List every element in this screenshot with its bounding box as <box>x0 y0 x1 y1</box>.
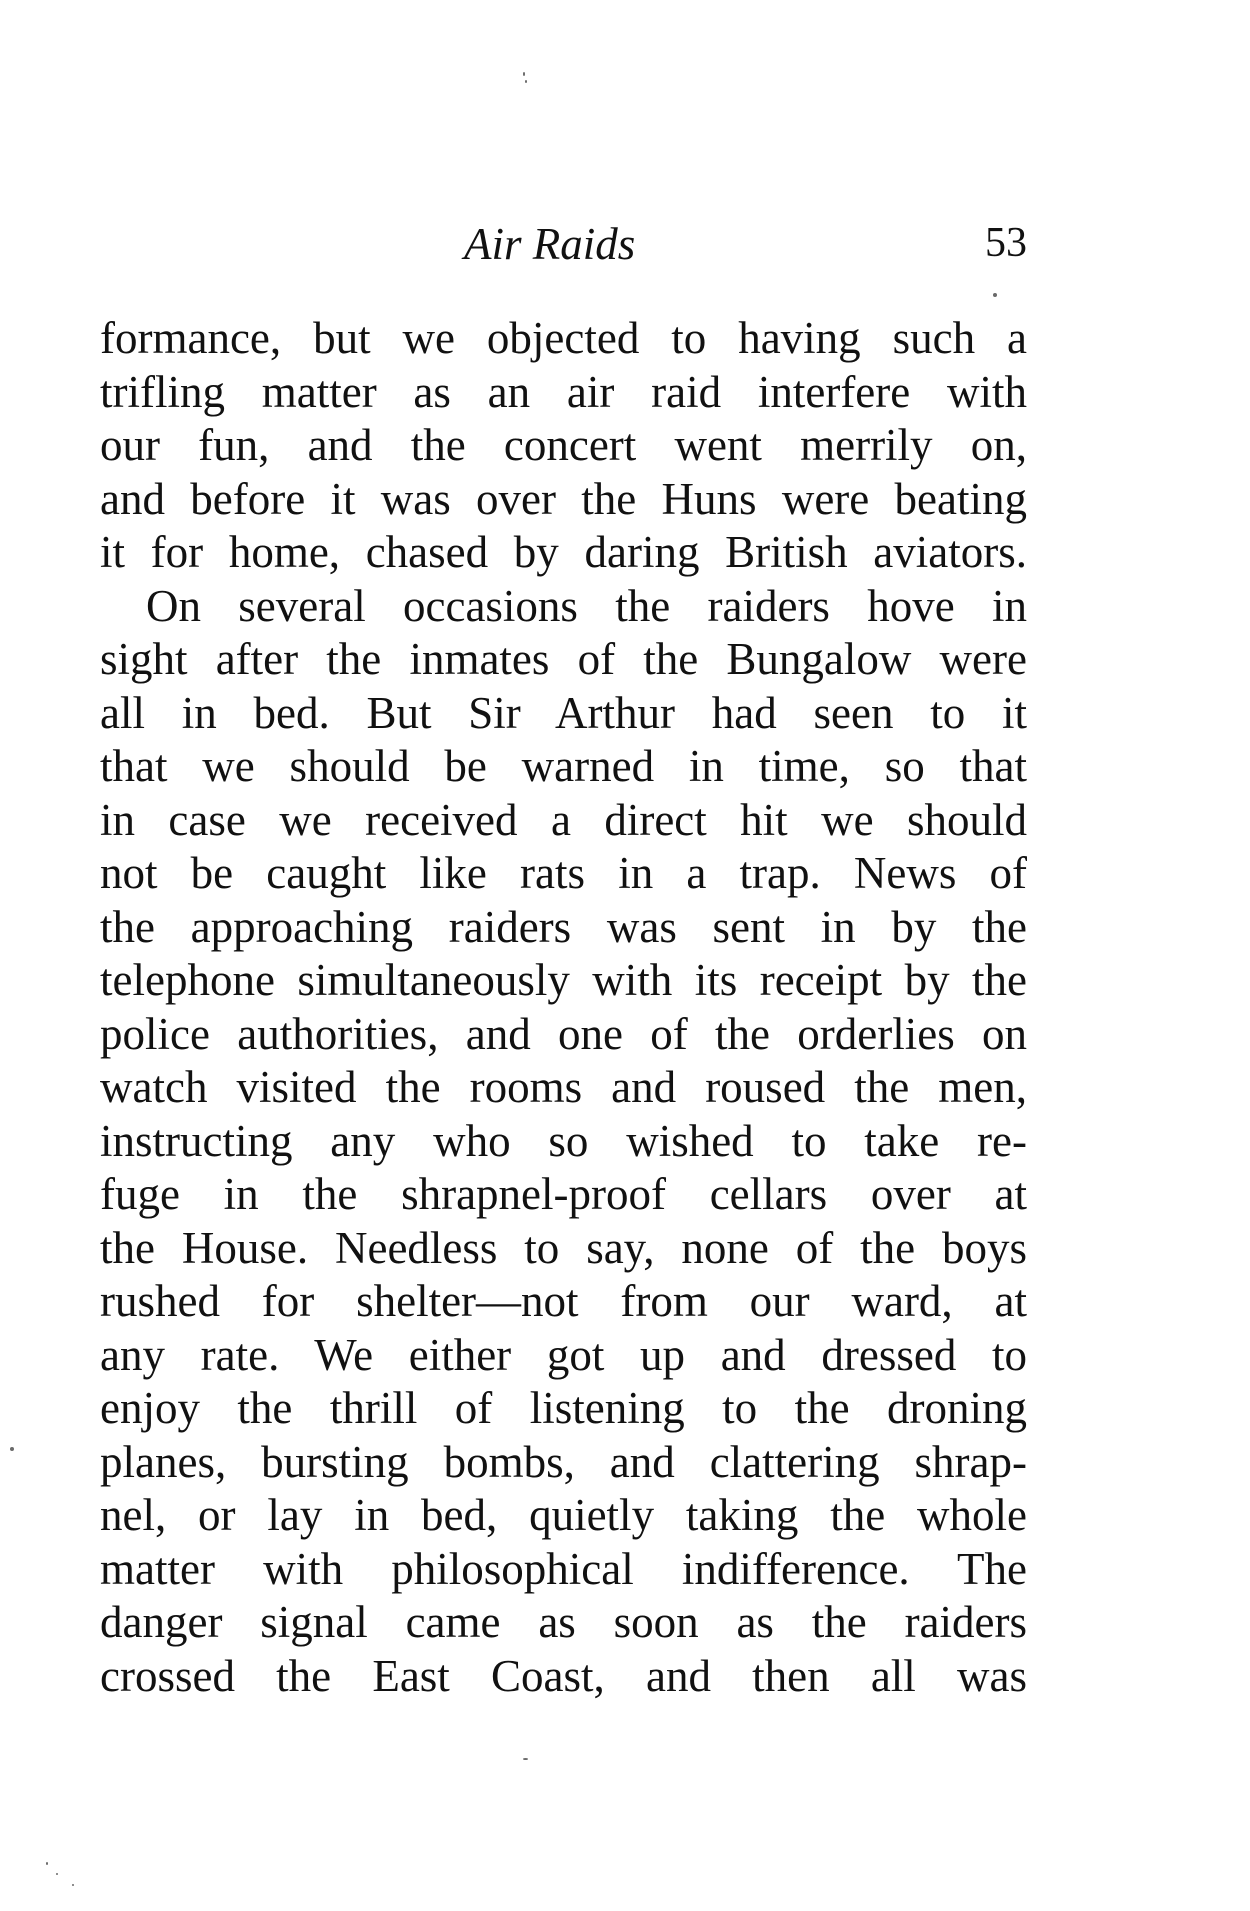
text-line: in case we received a direct hit we should <box>100 794 1027 845</box>
body-text <box>100 312 1027 1703</box>
text-line: enjoy the thrill of listening to the droning <box>100 1383 1027 1433</box>
text-line: that we should be warned in time, so that <box>100 741 1027 791</box>
text-line: telephone simultaneously with its receipt by the <box>100 955 1027 1005</box>
scan-speck <box>10 1447 14 1451</box>
text-line: danger signal came as soon as the raiders <box>100 1597 1027 1647</box>
text-line: the approaching raiders was sent in by the <box>100 901 1027 952</box>
text-line: watch visited the rooms and roused the men, <box>100 1062 1027 1112</box>
text-line: trifling matter as an air raid interfere with <box>100 366 1027 417</box>
text-line: instructing any who so wished to take re- <box>100 1115 1027 1166</box>
text-line: fuge in the shrapnel-proof cellars over at <box>100 1169 1027 1219</box>
scan-speck <box>56 1873 58 1875</box>
text-line: sight after the inmates of the Bungalow were <box>100 634 1027 684</box>
text-line: matter with philosophical indifference. The <box>100 1543 1027 1594</box>
scan-speck <box>523 72 525 76</box>
text-line: all in bed. But Sir Arthur had seen to it <box>100 687 1027 738</box>
text-line: the House. Needless to say, none of the boys <box>100 1222 1027 1273</box>
scan-speck <box>525 80 527 83</box>
text-line: nel, or lay in bed, quietly taking the whole <box>100 1490 1027 1540</box>
paragraph-end-line: it for home, chased by daring British aviators. <box>100 527 1027 577</box>
scan-speck <box>72 1884 74 1886</box>
text-line: planes, bursting bombs, and clattering shrap- <box>100 1436 1027 1487</box>
text-line: rushed for shelter—not from our ward, at <box>100 1276 1027 1326</box>
text-line: and before it was over the Huns were beating <box>100 473 1027 524</box>
running-head <box>100 219 1027 282</box>
scan-speck <box>993 293 997 297</box>
text-line: formance, but we objected to having such a <box>100 313 1027 363</box>
scan-speck <box>46 1862 48 1865</box>
text-line: police authorities, and one of the orderlies on <box>100 1008 1027 1059</box>
paragraph-start-line: On several occasions the raiders hove in <box>146 580 1027 631</box>
text-line: any rate. We either got up and dressed to <box>100 1329 1027 1380</box>
scan-speck <box>523 1758 528 1760</box>
text-line: not be caught like rats in a trap. News of <box>100 848 1027 898</box>
text-line: crossed the East Coast, and then all was <box>100 1650 1027 1701</box>
text-line: our fun, and the concert went merrily on, <box>100 420 1027 470</box>
page-number: 53 <box>985 220 1027 266</box>
running-title: Air Raids <box>464 219 636 269</box>
